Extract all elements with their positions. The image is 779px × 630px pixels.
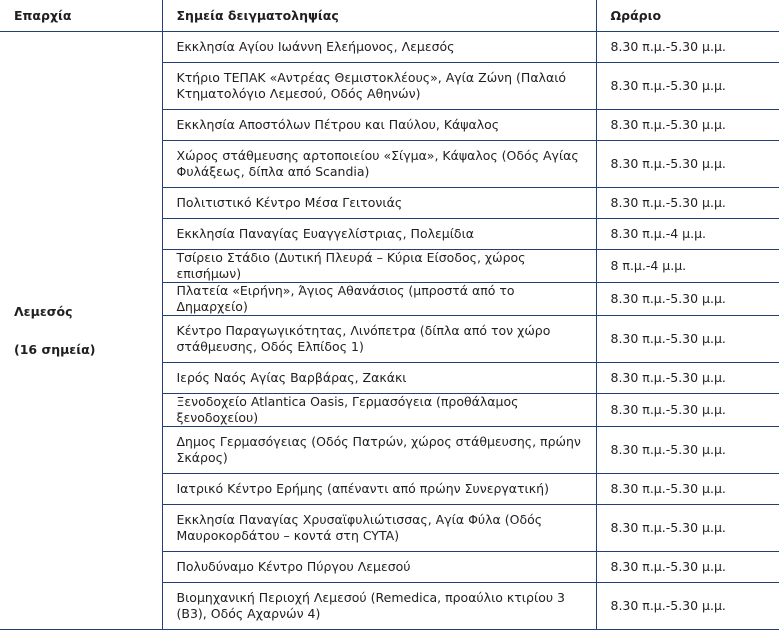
sampling-point: Χώρος στάθμευσης αρτοποιείου «Σίγμα», Κάψαλος (Οδός Αγίας Φυλάξεως, δίπλα από Scandia) bbox=[162, 141, 596, 188]
sampling-point: Ιερός Ναός Αγίας Βαρβάρας, Ζακάκι bbox=[162, 363, 596, 394]
header-hours: Ωράριο bbox=[596, 0, 779, 32]
hours-cell: 8.30 π.μ.-5.30 μ.μ. bbox=[596, 32, 779, 63]
hours-cell: 8.30 π.μ.-5.30 μ.μ. bbox=[596, 427, 779, 474]
hours-cell: 8.30 π.μ.-5.30 μ.μ. bbox=[596, 474, 779, 505]
table-row bbox=[0, 32, 779, 63]
sampling-point: Εκκλησία Παναγίας Ευαγγελίστριας, Πολεμίδια bbox=[162, 219, 596, 250]
hours-cell: 8.30 π.μ.-5.30 μ.μ. bbox=[596, 583, 779, 630]
header-points: Σημεία δειγματοληψίας bbox=[162, 0, 596, 32]
hours-cell: 8.30 π.μ.-5.30 μ.μ. bbox=[596, 394, 779, 427]
region-count: (16 σημεία) bbox=[14, 341, 96, 357]
sampling-point: Εκκλησία Αγίου Ιωάννη Ελεήμονος, Λεμεσός bbox=[162, 32, 596, 63]
sampling-point: Εκκλησία Παναγίας Χρυσαϊφυλιώτισσας, Αγία Φύλα (Οδός Μαυροκορδάτου – κοντά στη CYTA) bbox=[162, 505, 596, 552]
hours-cell: 8.30 π.μ.-5.30 μ.μ. bbox=[596, 552, 779, 583]
hours-cell: 8.30 π.μ.-5.30 μ.μ. bbox=[596, 63, 779, 110]
sampling-point: Πολιτιστικό Κέντρο Μέσα Γειτονιάς bbox=[162, 188, 596, 219]
sampling-point: Πλατεία «Ειρήνη», Άγιος Αθανάσιος (μπροστά από το Δημαρχείο) bbox=[162, 283, 596, 316]
sampling-point: Δημος Γερμασόγειας (Οδός Πατρών, χώρος στάθμευσης, πρώην Σκάρος) bbox=[162, 427, 596, 474]
sampling-point: Τσίρειο Στάδιο (Δυτική Πλευρά – Κύρια Είσοδος, χώρος επισήμων) bbox=[162, 250, 596, 283]
hours-cell: 8.30 π.μ.-5.30 μ.μ. bbox=[596, 141, 779, 188]
header-row bbox=[0, 0, 779, 32]
hours-cell: 8.30 π.μ.-5.30 μ.μ. bbox=[596, 316, 779, 363]
sampling-point: Βιομηχανική Περιοχή Λεμεσού (Remedica, προαύλιο κτιρίου 3 (Β3), Οδός Αχαρνών 4) bbox=[162, 583, 596, 630]
sampling-point: Κέντρο Παραγωγικότητας, Λινόπετρα (δίπλα από τον χώρο στάθμευσης, Οδός Ελπίδος 1) bbox=[162, 316, 596, 363]
sampling-point: Ξενοδοχείο Atlantica Oasis, Γερμασόγεια (προθάλαμος ξενοδοχείου) bbox=[162, 394, 596, 427]
hours-cell: 8.30 π.μ.-5.30 μ.μ. bbox=[596, 188, 779, 219]
region-name: Λεμεσός bbox=[14, 303, 73, 319]
hours-cell: 8.30 π.μ.-5.30 μ.μ. bbox=[596, 363, 779, 394]
sampling-point: Εκκλησία Αποστόλων Πέτρου και Παύλου, Κάψαλος bbox=[162, 110, 596, 141]
hours-cell: 8 π.μ.-4 μ.μ. bbox=[596, 250, 779, 283]
sampling-point: Ιατρικό Κέντρο Ερήμης (απέναντι από πρώην Συνεργατική) bbox=[162, 474, 596, 505]
region-cell bbox=[0, 32, 162, 630]
hours-cell: 8.30 π.μ.-5.30 μ.μ. bbox=[596, 283, 779, 316]
sampling-point: Πολυδύναμο Κέντρο Πύργου Λεμεσού bbox=[162, 552, 596, 583]
hours-cell: 8.30 π.μ.-5.30 μ.μ. bbox=[596, 110, 779, 141]
header-region: Επαρχία bbox=[0, 0, 162, 32]
hours-cell: 8.30 π.μ.-5.30 μ.μ. bbox=[596, 505, 779, 552]
sampling-point: Κτήριο ΤΕΠΑΚ «Αντρέας Θεμιστοκλέους», Αγία Ζώνη (Παλαιό Κτηματολόγιο Λεμεσού, Οδός Αθηνών) bbox=[162, 63, 596, 110]
hours-cell: 8.30 π.μ.-4 μ.μ. bbox=[596, 219, 779, 250]
